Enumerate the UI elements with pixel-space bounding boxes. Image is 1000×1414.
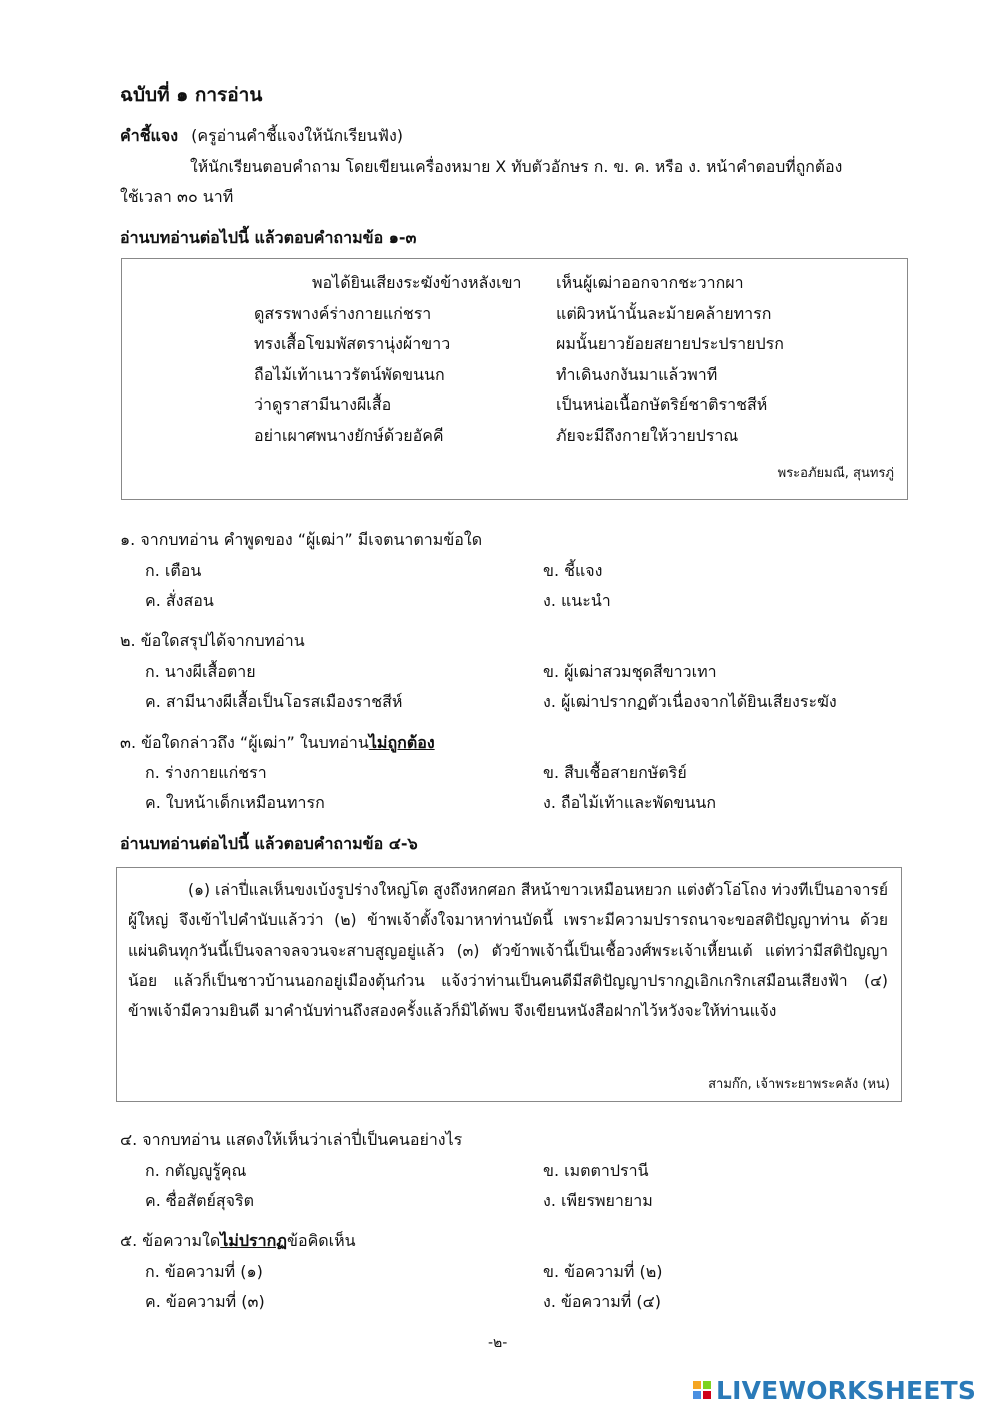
logo-square <box>703 1391 711 1399</box>
watermark-logo <box>693 1375 976 1405</box>
question-stem-text: ๓. ข้อใดกล่าวถึง “ผู้เฒ่า” ในบทอ่าน <box>120 733 369 752</box>
choice-option[interactable]: ง. เพียรพยายาม <box>543 1191 653 1210</box>
choice-option[interactable]: ข. สืบเชื้อสายกษัตริย์ <box>543 763 687 782</box>
choice-option[interactable]: ข. ข้อความที่ (๒) <box>543 1262 663 1281</box>
choice-option[interactable]: ก. ข้อความที่ (๑) <box>145 1262 263 1281</box>
poem-line-left: ทรงเสื้อโขมพัสตรานุ่งผ้าขาว <box>254 334 451 353</box>
logo-square <box>693 1391 701 1399</box>
question-stem-emphasis: ไม่ถูกต้อง <box>368 733 435 752</box>
choice-option[interactable]: ค. ข้อความที่ (๓) <box>145 1292 265 1311</box>
poem-line-right: ผมนั้นยาวย้อยสยายประปรายปรก <box>556 334 784 353</box>
choice-option[interactable]: ข. ผู้เฒ่าสวมชุดสีขาวเทา <box>543 662 717 681</box>
poem-line-left: อย่าเผาศพนางยักษ์ด้วยอัคคี <box>254 426 444 445</box>
poem-line-left: ถือไม้เท้าเนาวรัตน์พัดขนนก <box>254 365 445 384</box>
question-stem: ๒. ข้อใดสรุปได้จากบทอ่าน <box>120 631 305 650</box>
question-stem: ๔. จากบทอ่าน แสดงให้เห็นว่าเล่าปี่เป็นคนอย่างไร <box>120 1130 463 1149</box>
instructions-line1: ให้นักเรียนตอบคำถาม โดยเขียนเครื่องหมาย X ทับตัวอักษร ก. ข. ค. หรือ ง. หน้าคำตอบที่ถูกต้อง <box>190 157 843 176</box>
poem-line-right: แต่ผิวหน้านั้นละม้ายคล้ายทารก <box>556 304 772 323</box>
logo-square <box>703 1381 711 1389</box>
question-stem: ๑. จากบทอ่าน คำพูดของ “ผู้เฒ่า” มีเจตนาตามข้อใด <box>120 530 483 549</box>
choice-option[interactable]: ค. ใบหน้าเด็กเหมือนทารก <box>145 793 325 812</box>
poem-line-left: ว่าดูราสามีนางผีเสื้อ <box>254 395 392 414</box>
instructions-line2: ใช้เวลา ๓๐ นาที <box>120 187 234 206</box>
question-stem-text: ๕. ข้อความใด <box>120 1231 221 1250</box>
passage2-heading: อ่านบทอ่านต่อไปนี้ แล้วตอบคำถามข้อ ๔-๖ <box>120 834 418 853</box>
logo-squares-icon <box>693 1381 711 1399</box>
poem-line-left: ดูสรรพางค์ร่างกายแก่ชรา <box>254 304 432 323</box>
passage1-heading: อ่านบทอ่านต่อไปนี้ แล้วตอบคำถามข้อ ๑-๓ <box>120 228 417 247</box>
logo-square <box>693 1381 701 1389</box>
instructions-note: (ครูอ่านคำชี้แจงให้นักเรียนฟัง) <box>191 126 403 145</box>
poem-line-left: พอได้ยินเสียงระฆังข้างหลังเขา <box>312 273 522 292</box>
question-stem-emphasis: ไม่ปรากฏ <box>220 1231 288 1250</box>
choice-option[interactable]: ง. แนะนำ <box>543 591 611 610</box>
question-stem <box>120 1229 356 1254</box>
choice-option[interactable]: ค. สั่งสอน <box>145 591 214 610</box>
choice-option[interactable]: ก. นางผีเสื้อตาย <box>145 662 256 681</box>
page-number: -๒- <box>488 1335 508 1351</box>
choice-option[interactable]: ค. สามีนางผีเสื้อเป็นโอรสเมืองราชสีห์ <box>145 692 403 711</box>
passage1-source: พระอภัยมณี, สุนทรภู่ <box>777 466 894 481</box>
choice-option[interactable]: ง. ถือไม้เท้าและพัดขนนก <box>543 793 717 812</box>
choice-option[interactable]: ข. เมตตาปรานี <box>543 1161 649 1180</box>
poem-line-right: ทำเดินงกงันมาแล้วพาที <box>556 365 718 384</box>
choice-option[interactable]: ข. ชี้แจง <box>543 561 603 580</box>
passage2-text: (๑) เล่าปี่แลเห็นขงเบ้งรูปร่างใหญ่โต สูงถึงหกศอก สีหน้าขาวเหมือนหยวก แต่งตัวโอ่โถง ท่วงทีเป็นอาจารย์ผู้ใหญ่ จึงเข้าไปคำนับแล้วว่า (๒) ข้าพเจ้าตั้งใจมาหาท่านบัดนี้ เพราะมีความปรารถนาจะขอสติปัญญาท่าน ด้วยแผ่นดินทุกวันนี้เป็นจลาจลจวนจะสาบสูญอยู่แล้ว (๓) ตัวข้าพเจ้านี้เป็นเชื้อวงศ์พระเจ้าเหี้ยนเต้ แต่ทว่ามีสติปัญญาน้อย แล้วก็เป็นชาวบ้านนอกอยู่เมืองตุ้นก๋วน แจ้งว่าท่านเป็นคนดีมีสติปัญญาปรากฏเอิกเกริกเสมือนเสียงฟ้า (๔) ข้าพเจ้ามีความยินดี มาคำนับท่านถึงสองครั้งแล้วก็มิได้พบ จึงเขียนหนังสือฝากไว้หวังจะให้ท่านแจ้ง <box>128 881 888 1021</box>
choice-option[interactable]: ก. เตือน <box>145 561 202 580</box>
watermark-text: LIVEWORKSHEETS <box>716 1375 977 1405</box>
question-stem <box>120 731 435 756</box>
poem-line-right: เป็นหน่อเนื้อกษัตริย์ชาติราชสีห์ <box>556 395 768 414</box>
choice-option[interactable]: ง. ผู้เฒ่าปรากฏตัวเนื่องจากได้ยินเสียงระฆัง <box>543 692 837 711</box>
section-title: ฉบับที่ ๑ การอ่าน <box>120 84 263 106</box>
passage2-source: สามก๊ก, เจ้าพระยาพระคลัง (หน) <box>708 1077 890 1092</box>
poem-line-right: เห็นผู้เฒ่าออกจากชะวากผา <box>556 273 744 292</box>
question-stem-tail: ข้อคิดเห็น <box>287 1231 356 1250</box>
instructions <box>120 124 403 149</box>
choice-option[interactable]: ค. ซื่อสัตย์สุจริต <box>145 1191 254 1210</box>
choice-option[interactable]: ก. ร่างกายแก่ชรา <box>145 763 267 782</box>
instructions-label: คำชี้แจง <box>120 126 179 145</box>
choice-option[interactable]: ก. กตัญญูรู้คุณ <box>145 1161 247 1180</box>
choice-option[interactable]: ง. ข้อความที่ (๔) <box>543 1292 661 1311</box>
poem-line-right: ภัยจะมีถึงกายให้วายปราณ <box>556 426 739 445</box>
